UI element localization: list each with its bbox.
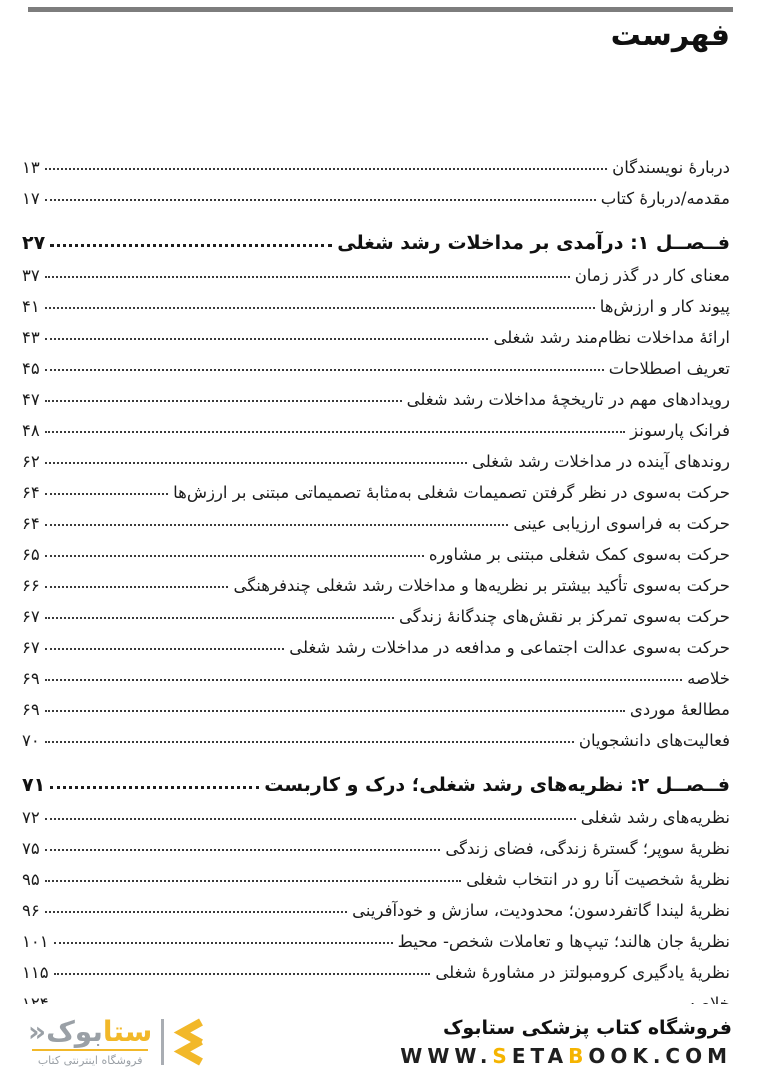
store-name: فروشگاه کتاب پزشکی ستابوک	[442, 1016, 732, 1039]
dotted-leader	[54, 973, 431, 975]
toc-entry-page-number: ۶۷	[22, 607, 40, 626]
toc-entry	[22, 537, 730, 568]
toc-entry-label: نظریهٔ لیندا گاتفردسون؛ محدودیت، سازش و خودآفرینی	[352, 901, 730, 920]
toc-entry-page-number: ۶۷	[22, 638, 40, 657]
toc-entry-label: مقدمه/دربارهٔ کتاب	[600, 189, 730, 208]
toc-entry	[22, 475, 730, 506]
toc-entry-label: فــصــل ۱: درآمدی بر مداخلات رشد شغلی	[337, 232, 730, 254]
setabook-logo	[28, 1017, 203, 1066]
toc-entry	[22, 212, 730, 258]
toc-entry	[22, 661, 730, 692]
toc-entry	[22, 568, 730, 599]
toc-entry	[22, 150, 730, 181]
toc-entry	[22, 258, 730, 289]
toc-entry	[22, 444, 730, 475]
dotted-leader	[45, 880, 461, 882]
url-www: WWW.	[400, 1043, 493, 1068]
toc-entry-page-number: ۷۲	[22, 808, 40, 827]
dotted-leader	[45, 276, 570, 278]
url-eta: ETA	[511, 1043, 569, 1068]
toc-entry-page-number: ۱۰۱	[22, 932, 49, 951]
dotted-leader	[45, 710, 625, 712]
toc-entry-label: پیوند کار و ارزش‌ها	[599, 297, 730, 316]
toc-entry-label: نظریهٔ سوپر؛ گسترهٔ زندگی، فضای زندگی	[445, 839, 730, 858]
toc-entry	[22, 506, 730, 537]
toc-entry-label: نظریهٔ جان هالند؛ تیپ‌ها و تعاملات شخص- محیط	[397, 932, 730, 951]
toc-entry-page-number: ۴۳	[22, 328, 40, 347]
toc-entry	[22, 862, 730, 893]
toc-entry-label: فعالیت‌های دانشجویان	[578, 731, 730, 750]
toc-entry-label: حرکت به فراسوی ارزیابی عینی	[513, 514, 730, 533]
logo-underline	[32, 1049, 148, 1051]
toc-entry-page-number: ۶۴	[22, 483, 40, 502]
toc-entry	[22, 723, 730, 754]
toc-entry-label: معنای کار در گذر زمان	[574, 266, 730, 285]
toc-entry-label: روندهای آینده در مداخلات رشد شغلی	[472, 452, 730, 471]
toc-entry-page-number: ۷۱	[22, 774, 46, 796]
toc-entry-page-number: ۷۵	[22, 839, 40, 858]
toc-entry-label: خلاصه	[687, 669, 730, 688]
dotted-leader	[45, 168, 607, 170]
toc-entry-label: نظریه‌های رشد شغلی	[580, 808, 730, 827]
toc-entry-page-number: ۷۰	[22, 731, 40, 750]
toc-entry	[22, 924, 730, 955]
toc-entry-label: حرکت به‌سوی کمک شغلی مبتنی بر مشاوره	[428, 545, 730, 564]
dotted-leader	[45, 400, 402, 402]
toc-entry-label: حرکت به‌سوی در نظر گرفتن تصمیمات شغلی به‌مثابهٔ تصمیماتی مبتنی بر ارزش‌ها	[173, 483, 730, 502]
toc-entry	[22, 955, 730, 986]
dotted-leader	[50, 786, 259, 789]
toc-entry	[22, 630, 730, 661]
toc-entry-page-number: ۶۹	[22, 700, 40, 719]
dotted-leader	[45, 369, 604, 371]
toc-entry-label: فرانک پارسونز	[630, 421, 730, 440]
toc-entry-label: فــصــل ۲: نظریه‌های رشد شغلی؛ درک و کاربست	[264, 774, 730, 796]
toc-entry-page-number: ۱۷	[22, 189, 40, 208]
url-b-yellow: B	[568, 1043, 589, 1068]
toc-entry-page-number: ۳۷	[22, 266, 40, 285]
dotted-leader	[50, 244, 332, 247]
toc-entry	[22, 181, 730, 212]
toc-entry	[22, 382, 730, 413]
toc-entry-page-number: ۹۶	[22, 901, 40, 920]
dotted-leader	[54, 942, 393, 944]
setabook-double-chevron-icon	[173, 1018, 203, 1066]
toc-entry-page-number: ۶۶	[22, 576, 40, 595]
toc-entry	[22, 692, 730, 723]
dotted-leader	[45, 741, 574, 743]
brand-yellow-part: ستا	[102, 1015, 153, 1049]
url-ookcom: OOK.COM	[588, 1043, 732, 1068]
toc-entry	[22, 413, 730, 444]
brand-gray-part: بوک	[46, 1015, 103, 1049]
logo-tagline: فروشگاه اینترنتی کتاب	[37, 1053, 143, 1067]
top-rule	[28, 7, 733, 12]
dotted-leader	[45, 524, 509, 526]
url-s-yellow: S	[492, 1043, 512, 1068]
dotted-leader	[45, 911, 347, 913]
toc-entry-label: دربارهٔ نویسندگان	[612, 158, 730, 177]
dotted-leader	[45, 617, 394, 619]
toc-entry-label: رویدادهای مهم در تاریخچهٔ مداخلات رشد شغلی	[406, 390, 730, 409]
toc-entry-page-number: ۱۱۵	[22, 963, 49, 982]
logo-divider	[161, 1019, 164, 1065]
toc-entry-page-number: ۶۹	[22, 669, 40, 688]
toc-entry-label: حرکت به‌سوی تمرکز بر نقش‌های چندگانهٔ زندگی	[398, 607, 730, 626]
dotted-leader	[45, 555, 424, 557]
dotted-leader	[45, 818, 576, 820]
brand-wordmark	[28, 1015, 153, 1049]
page-title: فهرست	[610, 18, 730, 53]
toc-entry	[22, 754, 730, 800]
dotted-leader	[45, 849, 441, 851]
dotted-leader	[45, 462, 467, 464]
toc-entry-page-number: ۴۸	[22, 421, 40, 440]
toc-entry	[22, 893, 730, 924]
brand-chevron-glyph: «	[28, 1015, 47, 1049]
dotted-leader	[45, 307, 595, 309]
toc-entry-page-number: ۶۵	[22, 545, 40, 564]
website-url	[400, 1044, 732, 1068]
toc-entry	[22, 289, 730, 320]
dotted-leader	[45, 586, 229, 588]
toc-entry-label: حرکت به‌سوی تأکید بیشتر بر نظریه‌ها و مداخلات رشد شغلی چندفرهنگی	[233, 576, 730, 595]
toc-entry-label: مطالعهٔ موردی	[629, 700, 730, 719]
toc-entry-page-number: ۲۷	[22, 232, 46, 254]
toc-entry	[22, 599, 730, 630]
dotted-leader	[45, 679, 682, 681]
toc-entry-page-number: ۱۳	[22, 158, 40, 177]
toc-entry	[22, 800, 730, 831]
toc-entry-label: حرکت به‌سوی عدالت اجتماعی و مدافعه در مداخلات رشد شغلی	[289, 638, 730, 657]
toc-entry	[22, 831, 730, 862]
footer	[0, 1004, 760, 1080]
dotted-leader	[45, 199, 596, 201]
toc-entry-page-number: ۴۵	[22, 359, 40, 378]
toc-entry-label: نظریهٔ شخصیت آنا رو در انتخاب شغلی	[466, 870, 730, 889]
footer-right-block	[400, 1017, 732, 1068]
toc-entry-label: تعریف اصطلاحات	[608, 359, 730, 378]
toc-entry	[22, 320, 730, 351]
toc-entry-page-number: ۴۷	[22, 390, 40, 409]
dotted-leader	[45, 338, 489, 340]
logo-text-block	[28, 1017, 152, 1066]
toc-entry-page-number: ۴۱	[22, 297, 40, 316]
toc-entry-label: ارائهٔ مداخلات نظام‌مند رشد شغلی	[493, 328, 730, 347]
toc-entry-page-number: ۹۵	[22, 870, 40, 889]
dotted-leader	[45, 493, 168, 495]
toc-entry	[22, 351, 730, 382]
toc-entry-page-number: ۶۲	[22, 452, 40, 471]
toc-entry-label: نظریهٔ یادگیری کرومبولتز در مشاورهٔ شغلی	[435, 963, 730, 982]
toc-list	[22, 150, 730, 1017]
dotted-leader	[45, 431, 625, 433]
toc-entry-page-number: ۶۴	[22, 514, 40, 533]
dotted-leader	[45, 648, 285, 650]
